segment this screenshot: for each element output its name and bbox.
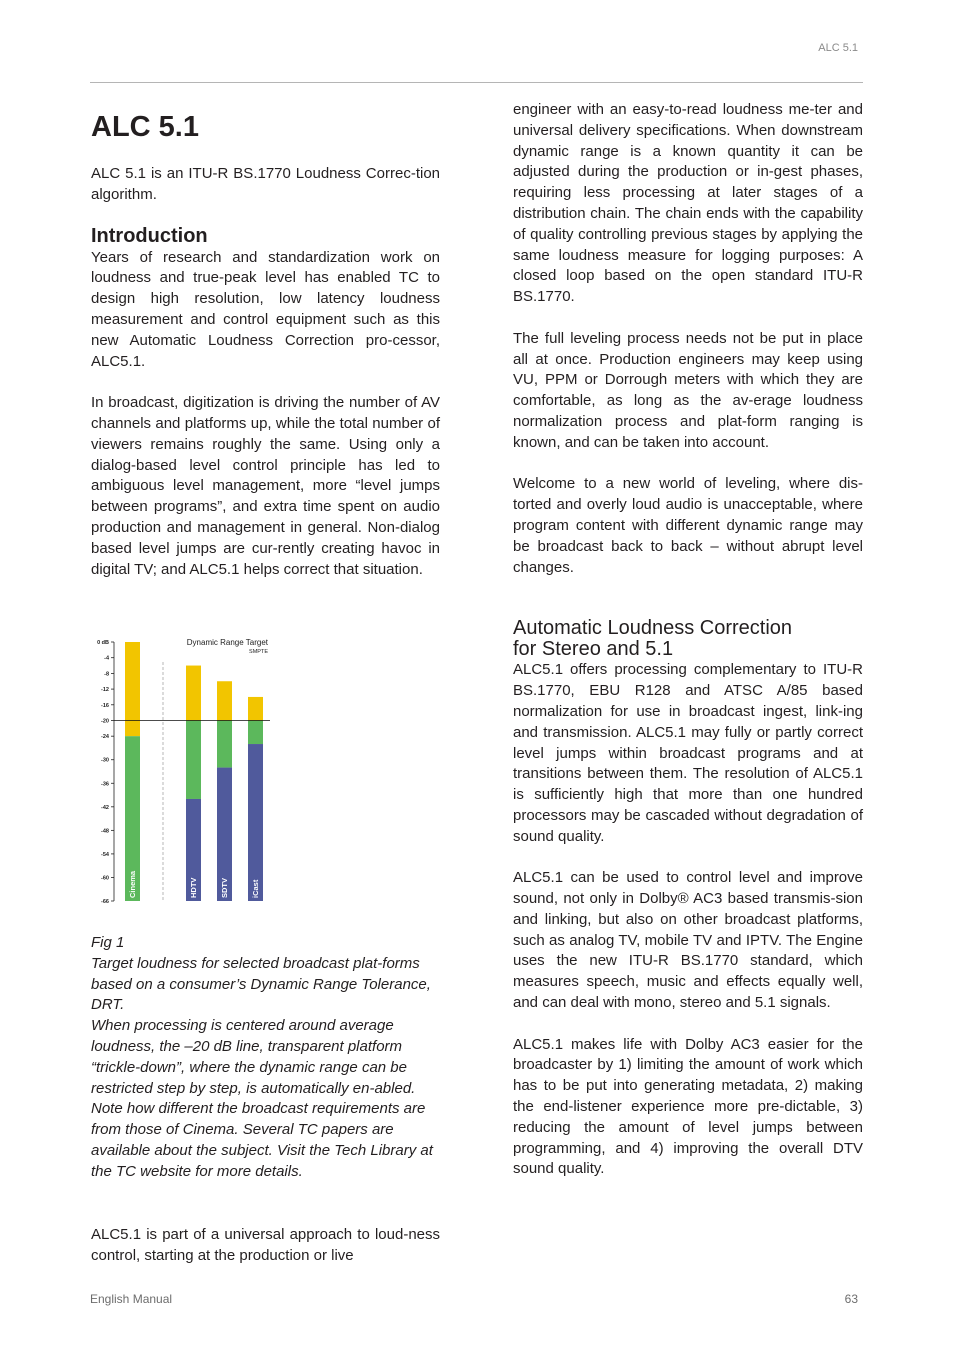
- introduction-paragraph-2: In broadcast, digitization is driving the number of AV channels and platforms up, while the total number of viewers remains roughly the same. Using only a dialog-based level control principle has led to ambiguous level management, more “level jumps between programs”, and extra time spent on audio production and management in general. Non-dialog based level jumps are cur-rently creating havoc in digital TV; and ALC5.1 helps correct that situation.: [91, 394, 440, 578]
- bar-segment-yellow: [248, 697, 263, 721]
- running-header: ALC 5.1: [818, 42, 858, 54]
- y-tick-label: -16: [101, 702, 109, 709]
- y-tick-label: -4: [104, 655, 109, 662]
- loudness-figure: [90, 630, 280, 910]
- y-tick-label: -48: [101, 828, 109, 835]
- y-tick-label: -30: [101, 757, 109, 764]
- y-tick-label: -42: [101, 804, 109, 811]
- page-title: ALC 5.1: [91, 111, 199, 143]
- y-tick-label: -8: [104, 671, 109, 678]
- y-tick-label: 0 dB: [97, 640, 109, 646]
- introduction-paragraph-1: Years of research and standardization work on loudness and true-peak level has enabled TC to design high resolution, low latency loudness measurement and control equipment such as this new Automatic Loudness Correction pro-cessor, ALC5.1.: [91, 248, 440, 370]
- bar-segment-green: [248, 720, 263, 744]
- loudness-chart: [90, 630, 280, 910]
- left-paragraph-3: ALC5.1 is part of a universal approach to loud-ness control, starting at the production or live: [91, 1226, 440, 1264]
- y-tick-label: -54: [101, 851, 109, 858]
- caption-text-3: Note how different the broadcast requirements are from those of Cinema. Several TC papers are available about the subject. Visit the Tech Library at the TC website for more details.: [91, 1100, 433, 1180]
- caption-text-1: Target loudness for selected broadcast plat-forms based on a consumer’s Dynamic Range Tolerance, DRT.: [91, 954, 431, 1014]
- bar-label: SDTV: [220, 877, 229, 898]
- bar-segment-yellow: [125, 642, 140, 736]
- bar-segment-yellow: [217, 681, 232, 720]
- alc-heading-line-1: Automatic Loudness Correction: [513, 617, 793, 640]
- chart-title: Dynamic Range Target: [186, 638, 268, 647]
- y-tick-label: -36: [101, 781, 109, 788]
- left-column: [91, 110, 440, 580]
- bar-segment-green: [217, 720, 232, 767]
- chart-subtitle: SMPTE: [249, 649, 268, 655]
- bar-segment-blue: [248, 744, 263, 901]
- figure-caption: [91, 933, 440, 1183]
- y-tick-label: -20: [101, 718, 109, 725]
- right-paragraph-5: ALC5.1 can be used to control level and improve sound, not only in Dolby® AC3 based transmis-sion and linking, but also on other broadcast platforms, such as analog TV, mobile TV and IPTV. The Engine uses the new ITU-R BS.1770 standard, which measures speech, music and effects equally well, and can deal with mono, stereo and 5.1 signals.: [513, 869, 863, 1012]
- caption-fig-label: Fig 1: [91, 934, 125, 951]
- right-paragraph-6: ALC5.1 makes life with Dolby AC3 easier for the broadcaster by 1) limiting the amount of work which has to be put into generating metadata, 2) making the end-listener experience more pre-dictable, 3) reducing the amount of level jumps between programming, and 4) improving the overall DTV sound quality.: [513, 1035, 863, 1178]
- y-tick-label: -12: [101, 687, 109, 694]
- bar-segment-yellow: [186, 666, 201, 721]
- bar-label: Cinema: [128, 870, 137, 898]
- alc-heading-line-2: for Stereo and 5.1: [513, 638, 674, 661]
- right-paragraph-4: ALC5.1 offers processing complementary to ITU-R BS.1770, EBU R128 and ATSC A/85 based normalization for use in broadcast ingest, link-ing and transmission. ALC5.1 may fully or partly correct level jumps within broadcast programs and at transitions between them. The resolution of ALC5.1 is sufficiently high that more than one hundred processors may be cascaded without degradation of sound quality.: [513, 661, 863, 845]
- page-number: 63: [844, 1292, 858, 1306]
- footer-manual-label: English Manual: [90, 1292, 173, 1306]
- introduction-heading: Introduction: [91, 224, 208, 247]
- intro-paragraph: ALC 5.1 is an ITU-R BS.1770 Loudness Correc-tion algorithm.: [91, 165, 440, 203]
- right-paragraph-3: Welcome to a new world of leveling, where dis-torted and overly loud audio is unacceptable, where program content with different dynamic range may be broadcast back to back – without abrupt level changes.: [513, 475, 863, 576]
- right-paragraph-2: The full leveling process needs not be put in place all at once. Production engineers may keep using VU, PPM or Dorrough meters with which they are comfortable, as long as the av-erage loudness normalization process and plat-form ranging is known, and can be taken into account.: [513, 329, 863, 451]
- caption-text-2: When processing is centered around average loudness, the –20 dB line, transparent platform “trickle-down”, where the dynamic range can be restricted step by step, is automatically en-abled.: [91, 1017, 416, 1097]
- bar-label: iCast: [251, 879, 260, 898]
- left-bottom-text: [91, 1225, 440, 1267]
- right-column: [513, 100, 863, 1180]
- y-tick-label: -66: [101, 899, 109, 905]
- y-tick-label: -60: [101, 875, 109, 882]
- bar-label: HDTV: [189, 877, 198, 898]
- right-paragraph-1: engineer with an easy-to-read loudness me-ter and universal delivery specifications. When downstream dynamic range is a known quantity it can be adjusted during the production or in-gest phases, requiring less processing at later stages of a distribution chain. The chain ends with the capability of quality controlling previous stages by applying the same loudness measure for logging purposes: A closed loop based on the open standard ITU-R BS.1770.: [513, 101, 863, 306]
- y-tick-label: -24: [101, 734, 109, 741]
- header-divider: [90, 82, 863, 83]
- bar-segment-green: [186, 720, 201, 798]
